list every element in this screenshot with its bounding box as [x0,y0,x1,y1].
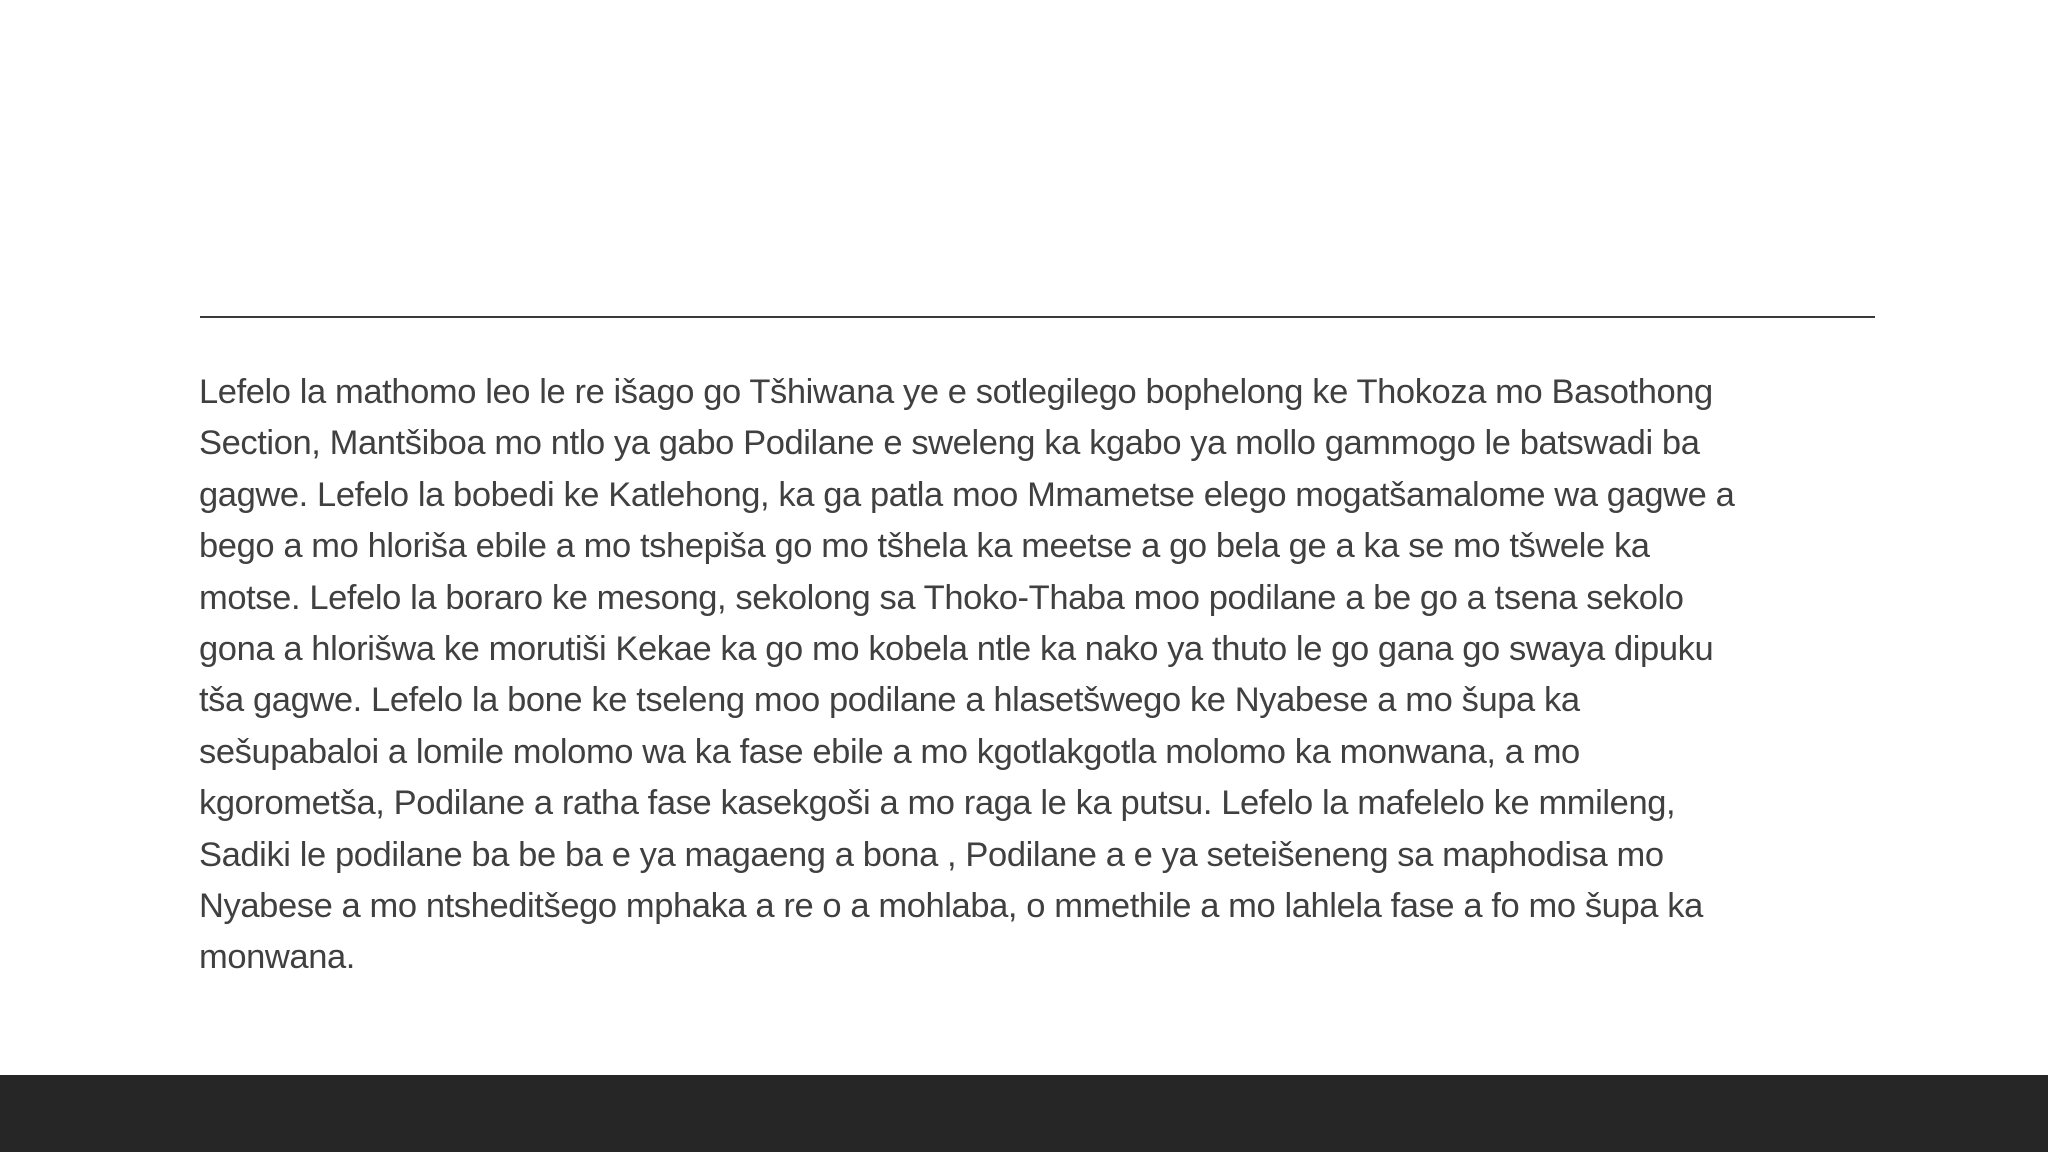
footer-band [0,1075,2048,1152]
title-divider-line [200,316,1875,318]
body-paragraph: Lefelo la mathomo leo le re išago go Tšhiwana ye e sotlegilego bophelong ke Thokoza mo Basothong Section, Mantšiboa mo ntlo ya gabo Podilane e sweleng ka kgabo ya mollo gammogo le batswadi ba gagwe. Lefelo la bobedi ke Katlehong, ka ga patla moo Mmametse elego mogatšamalome wa gagwe a bego a mo hloriša ebile a mo tshepiša go mo tšhela ka meetse a go bela ge a ka se mo tšwele ka motse. Lefelo la boraro ke mesong, sekolong sa Thoko-Thaba moo podilane a be go a tsena sekolo gona a hlorišwa ke morutiši Kekae ka go mo kobela ntle ka nako ya thuto le go gana go swaya dipuku tša gagwe. Lefelo la bone ke tseleng moo podilane a hlasetšwego ke Nyabese a mo šupa ka sešupabaloi a lomile molomo wa ka fase ebile a mo kgotlakgotla molomo ka monwana, a mo kgorometša, Podilane a ratha fase kasekgoši a mo raga le ka putsu. Lefelo la mafelelo ke mmileng, Sadiki le podilane ba be ba e ya magaeng a bona , Podilane a e ya seteišeneng sa maphodisa mo Nyabese a mo ntsheditšego mphaka a re o a mohlaba, o mmethile a mo lahlela fase a fo mo šupa ka monwana. [199,373,1735,977]
